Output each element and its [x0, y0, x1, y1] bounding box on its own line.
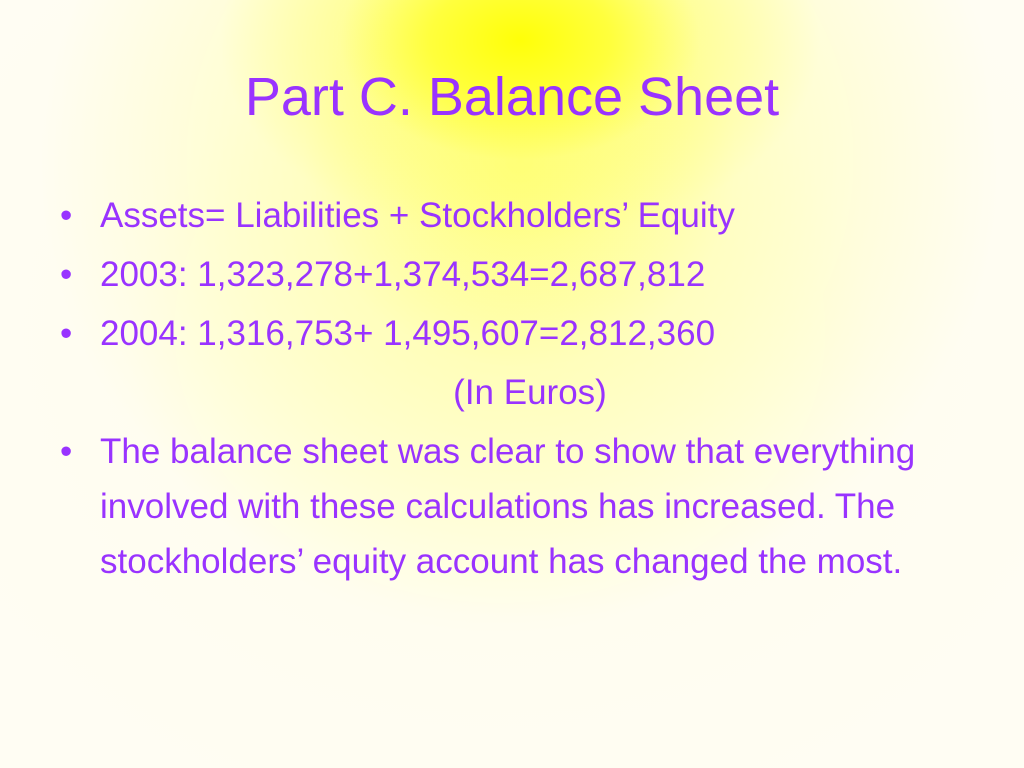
bullet-item-equation [60, 188, 980, 243]
bullet-icon: • [60, 432, 73, 471]
bullet-item-conclusion [60, 424, 980, 589]
bullet-icon: • [60, 255, 73, 294]
currency-note: (In Euros) [453, 373, 607, 412]
bullet-text: Assets= Liabilities + Stockholders’ Equity [100, 196, 735, 235]
bullet-item-2003 [60, 247, 980, 302]
conclusion-text: The balance sheet was clear to show that everything involved with these calculations has increased. The stockholders’ equity account has changed the most. [100, 432, 916, 581]
bullet-list [60, 188, 980, 593]
bullet-item-2004 [60, 306, 980, 361]
bullet-text: 2003: 1,323,278+1,374,534=2,687,812 [100, 255, 706, 294]
slide-title: Part C. Balance Sheet [244, 67, 780, 127]
bullet-icon: • [60, 196, 73, 235]
bullet-text: 2004: 1,316,753+ 1,495,607=2,812,360 [100, 314, 716, 353]
bullet-icon: • [60, 314, 73, 353]
